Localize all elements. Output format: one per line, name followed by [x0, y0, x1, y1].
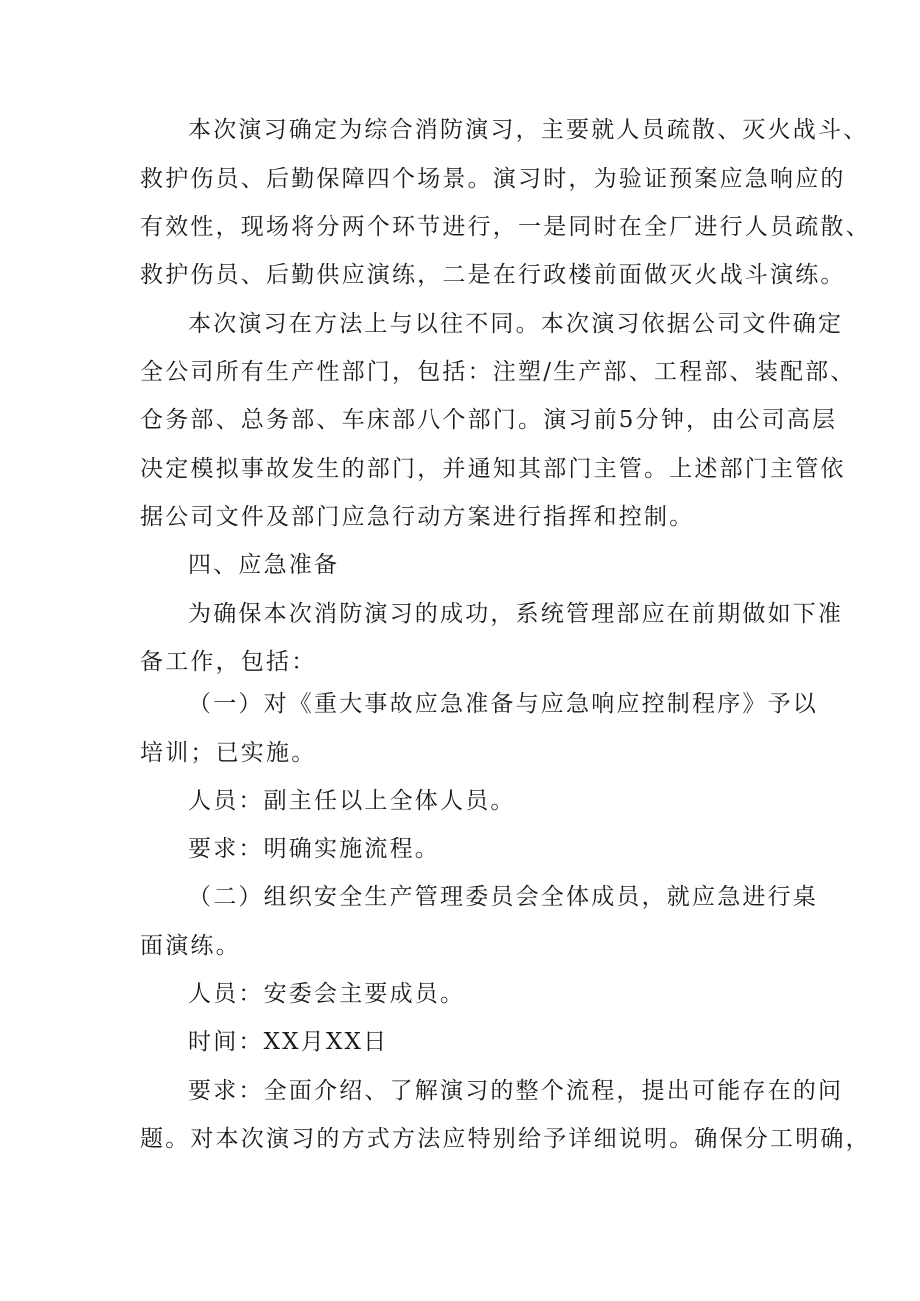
paragraph-1-line-3: 有效性，现场将分两个环节进行，一是同时在全厂进行人员疏散、 [140, 214, 871, 240]
paragraph-2-line-5: 据公司文件及部门应急行动方案进行指挥和控制。 [140, 504, 695, 530]
paragraph-3-line-2: 备工作，包括： [140, 649, 317, 675]
item-2-line-2: 面演练。 [140, 933, 241, 959]
paragraph-2-line-3: 仓务部、总务部、车床部八个部门。演习前5分钟，由公司高层 [140, 407, 838, 433]
item-2-personnel: 人员：安委会主要成员。 [188, 981, 466, 1007]
paragraph-2-line-2: 全公司所有生产性部门，包括：注塑/生产部、工程部、装配部、 [140, 359, 856, 385]
item-1-requirement: 要求：明确实施流程。 [188, 836, 440, 862]
item-2-requirement-line-2: 题。对本次演习的方式方法应特别给予详细说明。确保分工明确， [140, 1126, 871, 1152]
paragraph-1-line-1: 本次演习确定为综合消防演习，主要就人员疏散、灭火战斗、 [188, 117, 869, 143]
paragraph-1-line-2: 救护伤员、后勤保障四个场景。演习时，为验证预案应急响应的 [140, 166, 846, 192]
paragraph-2-line-1: 本次演习在方法上与以往不同。本次演习依据公司文件确定 [188, 311, 844, 337]
item-2-time: 时间：XX月XX日 [188, 1029, 389, 1055]
item-2-line-1: （二）组织安全生产管理委员会全体成员，就应急进行桌 [188, 884, 818, 910]
item-1-line-2: 培训；已实施。 [140, 740, 317, 766]
section-heading: 四、应急准备 [188, 552, 340, 578]
paragraph-2-line-4: 决定模拟事故发生的部门，并通知其部门主管。上述部门主管依 [140, 456, 846, 482]
item-2-requirement-line-1: 要求：全面介绍、了解演习的整个流程，提出可能存在的问 [188, 1078, 844, 1104]
paragraph-3-line-1: 为确保本次消防演习的成功，系统管理部应在前期做如下准 [188, 601, 844, 627]
paragraph-1-line-4: 救护伤员、后勤供应演练，二是在行政楼前面做灭火战斗演练。 [140, 262, 846, 288]
item-1-line-1: （一）对《重大事故应急准备与应急响应控制程序》予以 [188, 691, 818, 717]
item-1-personnel: 人员：副主任以上全体人员。 [188, 788, 516, 814]
